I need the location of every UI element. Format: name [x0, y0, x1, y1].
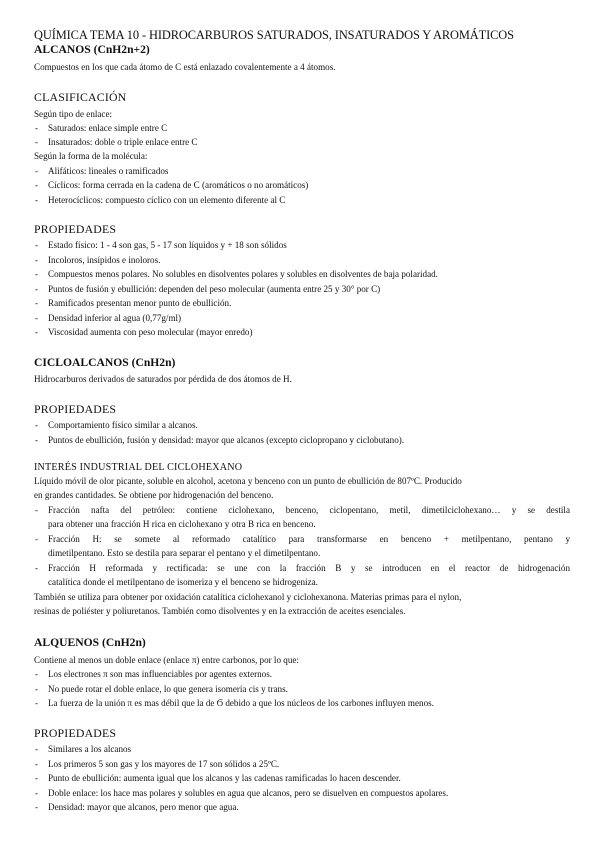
list-item: [34, 283, 570, 295]
list-item-text: Ramificados presentan menor punto de ebullición.: [48, 298, 232, 308]
bullet-dash: -: [35, 137, 39, 147]
list-item: [34, 136, 570, 148]
bullet-dash: -: [35, 180, 39, 190]
bullet-dash: -: [35, 505, 39, 515]
bullet-dash: -: [35, 788, 39, 798]
list-item-continuation: para obtener una fracción H rica en ciclohexano y otra B rica en benceno.: [48, 519, 316, 529]
bullet-dash: -: [35, 123, 39, 133]
list-item-text: Saturados: enlace simple entre C: [48, 123, 168, 133]
list-item-text: Puntos de fusión y ebullición: dependen del peso molecular (aumenta entre 25 y 30° por C): [48, 284, 381, 294]
bullet-dash: -: [35, 298, 39, 308]
list-item: [34, 179, 570, 191]
bullet-dash: -: [35, 195, 39, 205]
list-item: [34, 239, 570, 251]
list-item-continuation: catalítica donde el metilpentano de isomeriza y el benceno se hidrogeniza.: [48, 577, 318, 587]
cicloalcanos-definition: Hidrocarburos derivados de saturados por pérdida de dos átomos de H.: [34, 374, 292, 384]
heading-alcanos: ALCANOS (CnH2n+2): [34, 43, 150, 56]
interes-intro-line-1: Líquido móvil de olor picante, soluble en alcohol, acetona y benceno con un punto de ebullición de 807ºC. Producido: [34, 476, 462, 486]
bullet-dash: -: [35, 435, 39, 445]
list-item-text: Densidad: mayor que alcanos, pero menor que agua.: [48, 802, 239, 812]
list-item-text: La fuerza de la unión π es mas débil que la de Ϭ debido a que los núcleos de los carbones influyen menos.: [48, 698, 434, 708]
interes-closing-line-1: También se utiliza para obtener por oxidación catalítica ciclohexanol y ciclohexanona. Materias primas para el nylon,: [34, 592, 462, 602]
bullet-dash: -: [35, 698, 39, 708]
interes-closing-line-2: resinas de poliéster y poliuretanos. También como disolventes y en la extracción de aceites esenciales.: [34, 606, 406, 616]
list-item-text: Fracción H: se somete al reformado catalítico para transformarse en benceno + metilpentano, pentano y: [48, 534, 570, 544]
bullet-dash: -: [35, 773, 39, 783]
heading-propiedades-ciclo: PROPIEDADES: [34, 402, 117, 416]
alcanos-definition: Compuestos en los que cada átomo de C está enlazado covalentemente a 4 átomos.: [34, 62, 336, 72]
list-item: [34, 434, 570, 446]
list-item-text: Comportamiento físico similar a alcanos.: [48, 420, 198, 430]
list-item: [34, 668, 570, 680]
list-item: [34, 683, 570, 695]
list-item: [34, 743, 570, 755]
interes-intro-line-2: en grandes cantidades. Se obtiene por hidrogenación del benceno.: [34, 490, 274, 500]
list-item: [34, 697, 570, 709]
bullet-dash: -: [35, 313, 39, 323]
list-item: [34, 312, 570, 324]
list-item-text: Estado físico: 1 - 4 son gas, 5 - 17 son líquidos y + 18 son sólidos: [48, 240, 287, 250]
bullet-dash: -: [35, 327, 39, 337]
bullet-dash: -: [35, 284, 39, 294]
list-item: [34, 194, 570, 206]
list-item: [34, 419, 570, 431]
alquenos-definition: Contiene al menos un doble enlace (enlace π) entre carbonos, por lo que:: [34, 655, 299, 665]
bullet-dash: -: [35, 563, 39, 573]
list-item-text: Doble enlace: los hace mas polares y solubles en agua que alcanos, pero se disuelven en compuestos apolares.: [48, 788, 449, 798]
list-item-text: Heterocíclicos: compuesto cíclico con un elemento diferente al C: [48, 195, 286, 205]
list-item-text: Compuestos menos polares. No solubles en disolventes polares y solubles en disolventes de baja polaridad.: [48, 269, 438, 279]
bullet-dash: -: [35, 684, 39, 694]
list-item-text: Viscosidad aumenta con peso molecular (mayor enredo): [48, 327, 253, 337]
list-item: [34, 254, 570, 266]
bullet-dash: -: [35, 802, 39, 812]
list-item: [34, 504, 570, 516]
document-title: QUÍMICA TEMA 10 - HIDROCARBUROS SATURADOS, INSATURADOS Y AROMÁTICOS: [34, 28, 514, 42]
list-item: [34, 165, 570, 177]
list-item-text: No puede rotar el doble enlace, lo que genera isomería cis y trans.: [48, 684, 288, 694]
bullet-dash: -: [35, 420, 39, 430]
bullet-dash: -: [35, 255, 39, 265]
bullet-dash: -: [35, 166, 39, 176]
list-item: [34, 787, 570, 799]
list-item: [34, 122, 570, 134]
heading-propiedades-alquenos: PROPIEDADES: [34, 726, 117, 740]
list-item-text: Densidad inferior al agua (0,77g/ml): [48, 313, 182, 323]
bullet-dash: -: [35, 744, 39, 754]
bullet-dash: -: [35, 669, 39, 679]
list-item-text: Similares a los alcanos: [48, 744, 132, 754]
list-item: [34, 772, 570, 784]
list-item-text: Fracción nafta del petróleo: contiene ciclohexano, benceno, ciclopentano, metil, dimetilciclohexano… y se destila: [48, 505, 570, 515]
clasificacion-enlace-label: Según tipo de enlace:: [34, 109, 113, 119]
list-item: [34, 758, 570, 770]
list-item-text: Fracción H reformada y rectificada: se une con la fracción B y se introducen en el reactor de hidrogenación: [48, 563, 570, 573]
list-item: [34, 801, 570, 813]
list-item: [34, 268, 570, 280]
list-item-text: Puntos de ebullición, fusión y densidad: mayor que alcanos (excepto ciclopropano y ciclobutano).: [48, 435, 405, 445]
list-item-text: Punto de ebullición: aumenta igual que los alcanos y las cadenas ramificadas lo hacen descender.: [48, 773, 401, 783]
list-item-text: Los primeros 5 son gas y los mayores de 17 son sólidos a 25ºC.: [48, 759, 280, 769]
list-item: [34, 533, 570, 545]
list-item-text: Incoloros, insípidos e inoloros.: [48, 255, 161, 265]
heading-cicloalcanos: CICLOALCANOS (CnH2n): [34, 356, 176, 369]
clasificacion-forma-label: Según la forma de la molécula:: [34, 151, 148, 161]
heading-propiedades-alcanos: PROPIEDADES: [34, 222, 117, 236]
list-item: [34, 326, 570, 338]
list-item-text: Cíclicos: forma cerrada en la cadena de C (aromáticos o no aromáticos): [48, 180, 309, 190]
list-item-continuation: dimetilpentano. Esto se destila para separar el pentano y el dimetilpentano.: [48, 548, 321, 558]
list-item-text: Alifáticos: lineales o ramificados: [48, 166, 169, 176]
bullet-dash: -: [35, 269, 39, 279]
bullet-dash: -: [35, 534, 39, 544]
heading-clasificacion: CLASIFICACIÓN: [34, 90, 127, 104]
list-item: [34, 297, 570, 309]
bullet-dash: -: [35, 759, 39, 769]
list-item: [34, 562, 570, 574]
heading-interes-industrial: INTERÉS INDUSTRIAL DEL CICLOHEXANO: [34, 462, 243, 473]
bullet-dash: -: [35, 240, 39, 250]
heading-alquenos: ALQUENOS (CnH2n): [34, 636, 146, 649]
list-item-text: Insaturados: doble o triple enlace entre C: [48, 137, 198, 147]
list-item-text: Los electrones π son mas influenciables por agentes externos.: [48, 669, 273, 679]
